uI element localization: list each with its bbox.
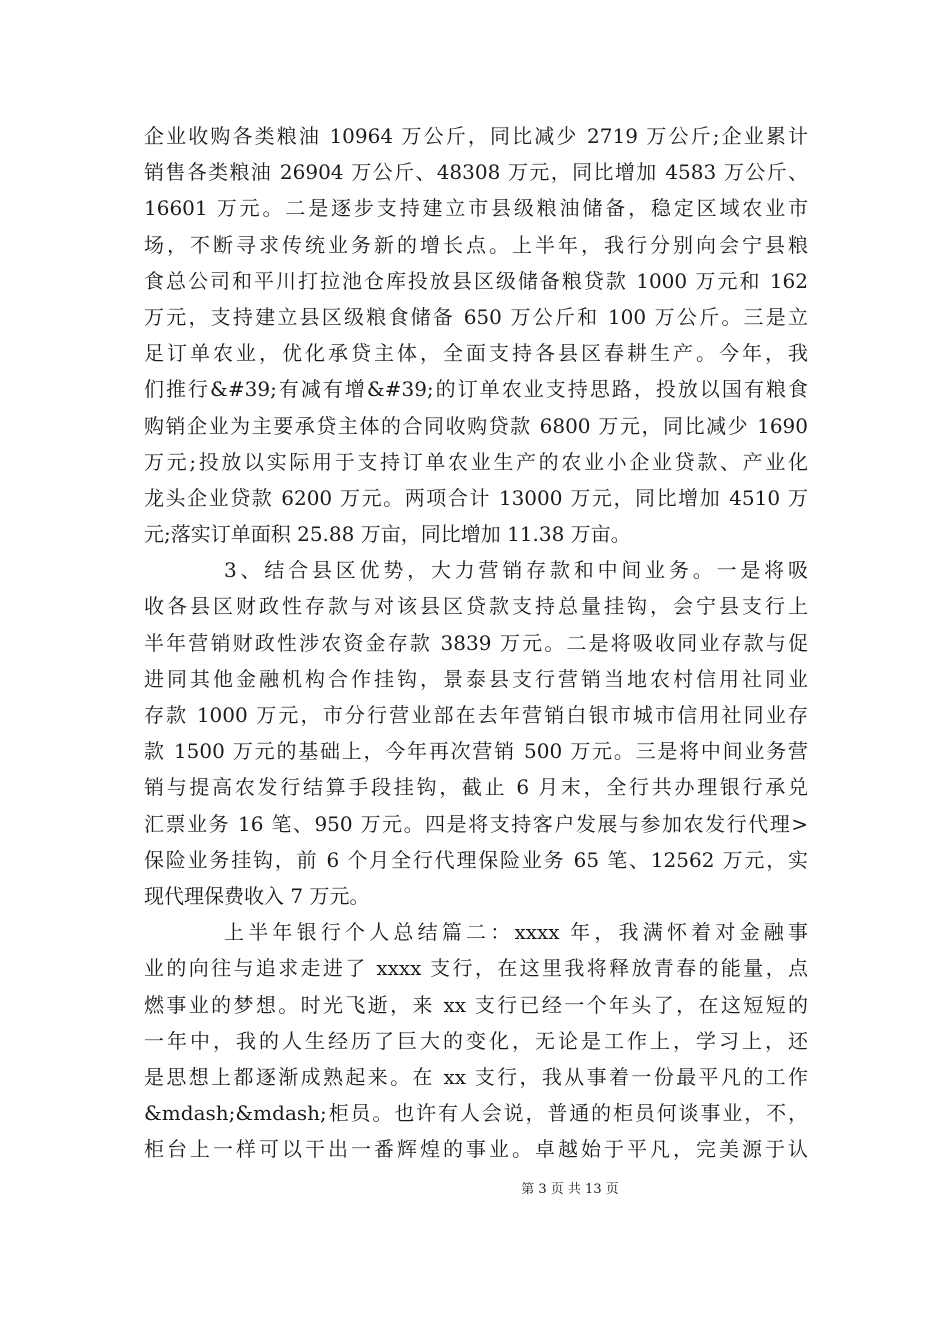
text-line: 足订单农业，优化承贷主体，全面支持各县区春耕生产。今年，我 (144, 341, 808, 366)
text-line: 食总公司和平川打拉池仓库投放县区级储备粮贷款 1000 万元和 162 (144, 268, 808, 293)
text-line: 收各县区财政性存款与对该县区贷款支持总量挂钩，会宁县支行上 (144, 594, 808, 619)
text-line: 企业收购各类粮油 10964 万公斤，同比减少 2719 万公斤;企业累计 (144, 124, 808, 148)
text-line: 元;落实订单面积 25.88 万亩，同比增加 11.38 万亩。 (144, 522, 631, 547)
text-line: 业的向往与追求走进了 xxxx 支行，在这里我将释放青春的能量，点 (144, 956, 808, 981)
text-line: 销与提高农发行结算手段挂钩，截止 6 月末，全行共办理银行承兑 (144, 775, 808, 800)
text-line: 场，不断寻求传统业务新的增长点。上半年，我行分别向会宁县粮 (144, 232, 808, 257)
text-line: 龙头企业贷款 6200 万元。两项合计 13000 万元，同比增加 4510 万 (144, 485, 808, 510)
text-line: 万元;投放以实际用于支持订单农业生产的农业小企业贷款、产业化 (144, 449, 808, 474)
text-line: 购销企业为主要承贷主体的合同收购贷款 6800 万元，同比减少 1690 (144, 413, 808, 438)
text-line: 半年营销财政性涉农资金存款 3839 万元。二是将吸收同业存款与促 (144, 630, 808, 655)
document-body (144, 118, 808, 1167)
text-line: 16601 万元。二是逐步支持建立市县级粮油储备，稳定区域农业市 (144, 196, 808, 221)
text-line: 燃事业的梦想。时光飞逝，来 xx 支行已经一个年头了，在这短短的 (144, 992, 808, 1017)
text-line: 上半年银行个人总结篇二：xxxx 年，我满怀着对金融事 (224, 920, 808, 945)
page-number: 第 3 页 共 13 页 (521, 1182, 619, 1197)
text-line: 款 1500 万元的基础上，今年再次营销 500 万元。三是将中间业务营 (144, 739, 808, 764)
text-line: 销售各类粮油 26904 万公斤、48308 万元，同比增加 4583 万公斤、 (144, 160, 808, 185)
text-line: 柜台上一样可以干出一番辉煌的事业。卓越始于平凡，完美源于认 (144, 1137, 808, 1162)
text-line: &mdash;&mdash;柜员。也许有人会说，普通的柜员何谈事业，不， (144, 1101, 808, 1126)
text-line: 存款 1000 万元，市分行营业部在去年营销白银市城市信用社同业存 (144, 703, 808, 727)
text-line: 一年中，我的人生经历了巨大的变化，无论是工作上，学习上，还 (144, 1028, 808, 1053)
text-line: 现代理保费收入 7 万元。 (144, 883, 370, 908)
text-line: 进同其他金融机构合作挂钩，景泰县支行营销当地农村信用社同业 (144, 666, 808, 691)
page-footer (0, 1178, 950, 1197)
text-line: 是思想上都逐渐成熟起来。在 xx 支行，我从事着一份最平凡的工作 (144, 1064, 808, 1089)
text-line: 万元，支持建立县区级粮食储备 650 万公斤和 100 万公斤。三是立 (144, 304, 808, 329)
text-line: 3、结合县区优势，大力营销存款和中间业务。一是将吸 (224, 558, 808, 583)
text-line: 汇票业务 16 笔、950 万元。四是将支持客户发展与参加农发行代理> (144, 811, 808, 836)
text-line: 们推行&#39;有减有增&#39;的订单农业支持思路，投放以国有粮食 (144, 377, 808, 402)
text-line: 保险业务挂钩，前 6 个月全行代理保险业务 65 笔、12562 万元，实 (144, 847, 808, 872)
